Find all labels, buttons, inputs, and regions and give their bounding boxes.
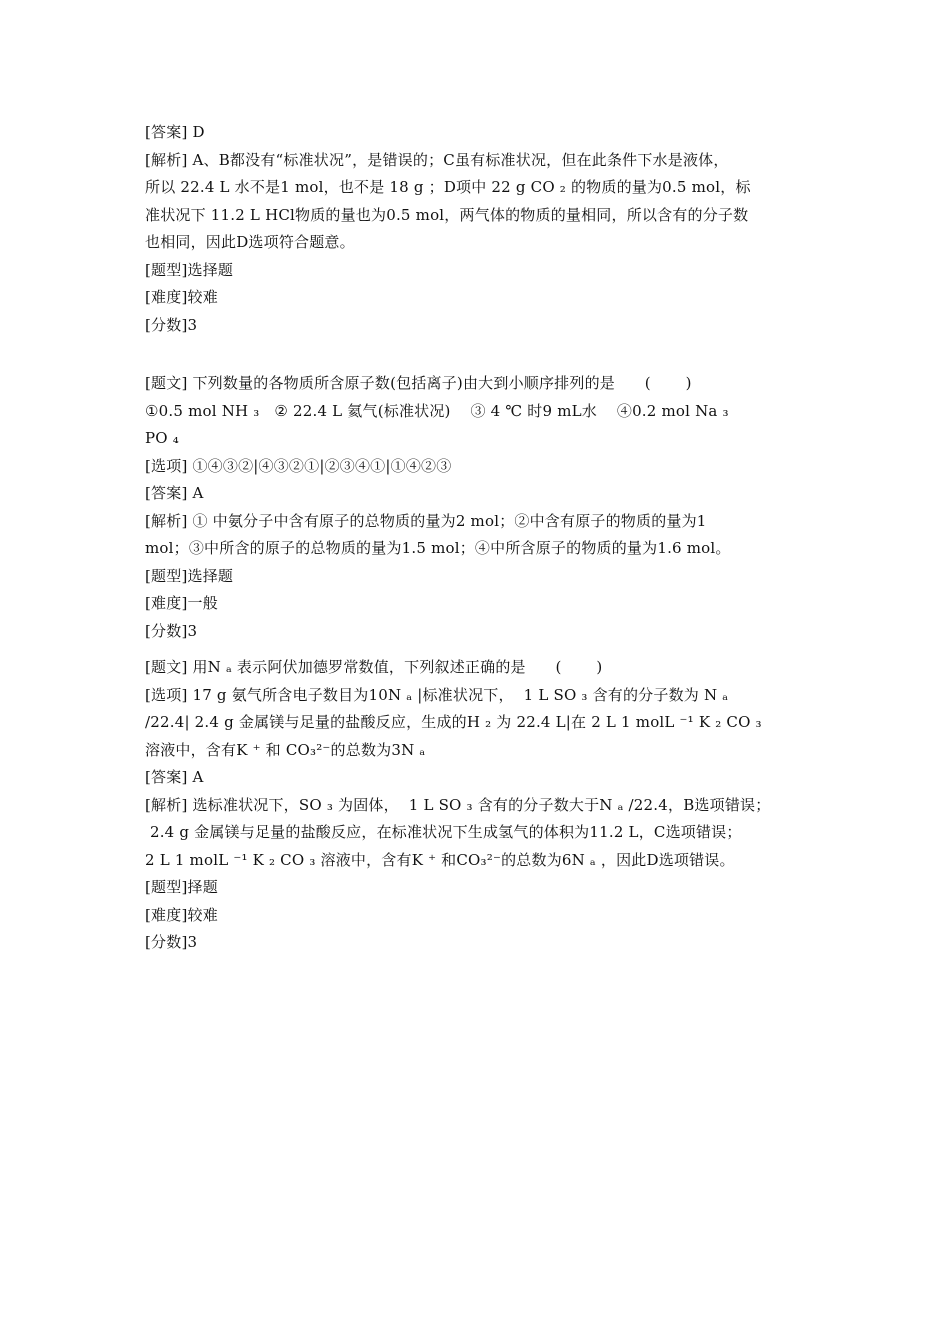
- difficulty-line: [难度]较难: [145, 905, 218, 924]
- type-line: [题型]选择题: [145, 260, 234, 279]
- item-line: ①0.5 mol NH ₃ ② 22.4 L 氦气(标准状况) ③ 4 ℃ 时9 mL水 ④0.2 mol Na ₃: [145, 401, 729, 420]
- spacer: [145, 339, 820, 366]
- analysis-line: 所以 22.4 L 水不是1 mol，也不是 18 g ；D项中 22 g CO ₂ 的物质的量为0.5 mol，标: [145, 178, 751, 196]
- type-line: [题型]选择题: [145, 566, 234, 585]
- difficulty-line: [难度]一般: [145, 594, 218, 612]
- question-block-2: [145, 370, 820, 645]
- question-line: [题文] 下列数量的各物质所含原子数(包括离子)由大到小顺序排列的是 ( ): [145, 374, 692, 392]
- analysis-line: mol；③中所含的原子的总物质的量为1.5 mol；④中所含原子的物质的量为1.6 mol。: [145, 539, 731, 557]
- score-line: [分数]3: [145, 933, 198, 951]
- item-line: PO ₄: [145, 429, 179, 447]
- analysis-line: 2 L 1 molL ⁻¹ K ₂ CO ₃ 溶液中，含有K ⁺ 和CO₃²⁻的总数为6N ₐ ，因此D选项错误。: [145, 850, 735, 869]
- analysis-line: [解析] A、B都没有“标准状况”，是错误的；C虽有标准状况，但在此条件下水是液体，: [145, 150, 729, 169]
- answer-line: [答案] A: [145, 484, 204, 502]
- analysis-line: 2.4 g 金属镁与足量的盐酸反应，在标准状况下生成氢气的体积为11.2 L，C选项错误；: [145, 823, 742, 841]
- answer-line: [答案] A: [145, 768, 204, 786]
- analysis-line: [解析] 选标准状况下，SO ₃ 为固体， 1 L SO ₃ 含有的分子数大于N ₐ /22.4，B选项错误；: [145, 795, 771, 814]
- options-line: [选项] 17 g 氨气所含电子数目为10N ₐ |标准状况下， 1 L SO ₃ 含有的分子数为 N ₐ: [145, 685, 729, 704]
- options-line: /22.4| 2.4 g 金属镁与足量的盐酸反应，生成的H ₂ 为 22.4 L|在 2 L 1 molL ⁻¹ K ₂ CO ₃: [145, 713, 762, 731]
- question-line: [题文] 用N ₐ 表示阿伏加德罗常数值，下列叙述正确的是 ( ): [145, 658, 603, 676]
- score-line: [分数]3: [145, 315, 198, 334]
- options-line: 溶液中，含有K ⁺ 和 CO₃²⁻的总数为3N ₐ: [145, 740, 426, 759]
- document-content: [145, 119, 820, 957]
- spacer: [145, 645, 820, 654]
- analysis-line: 准状况下 11.2 L HCl物质的量也为0.5 mol，两气体的物质的量相同，所以含有的分子数: [145, 205, 749, 224]
- answer-line: [答案] D: [145, 123, 205, 141]
- analysis-line: [解析] ① 中氨分子中含有原子的总物质的量为2 mol；②中含有原子的物质的量为1: [145, 511, 707, 530]
- options-line: [选项] ①④③②|④③②①|②③④①|①④②③: [145, 456, 452, 475]
- type-line: [题型]择题: [145, 878, 218, 896]
- question-block-1: [145, 119, 820, 339]
- score-line: [分数]3: [145, 621, 198, 640]
- question-block-3: [145, 654, 820, 957]
- difficulty-line: [难度]较难: [145, 288, 218, 306]
- analysis-line: 也相同，因此D选项符合题意。: [145, 233, 355, 251]
